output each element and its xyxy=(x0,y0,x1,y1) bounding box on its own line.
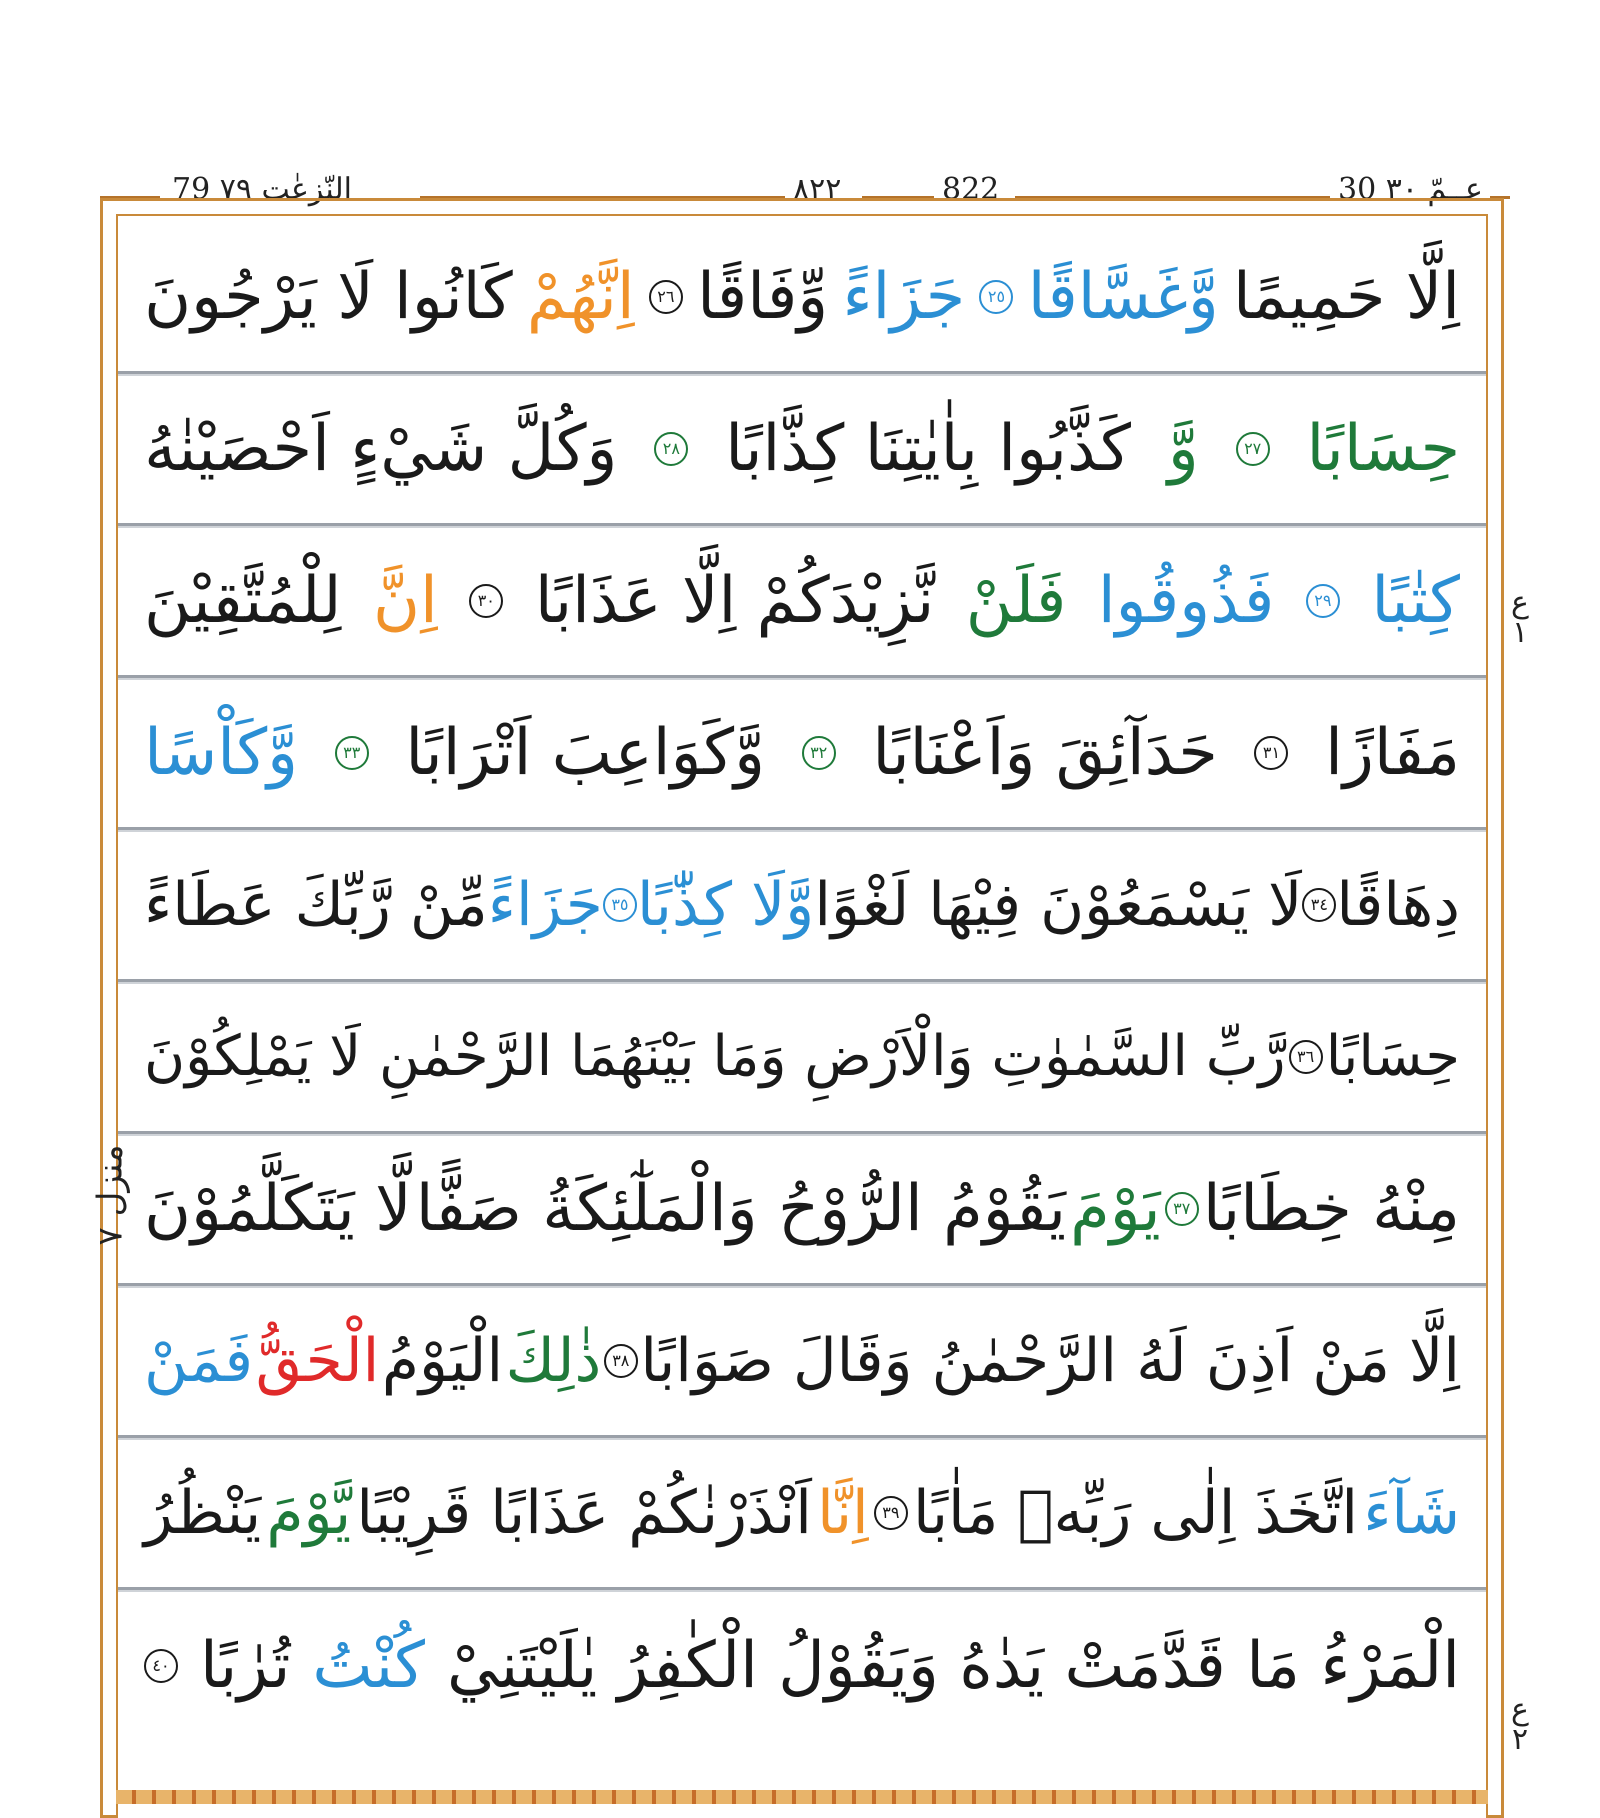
verse-text-segment: جَزَاءً xyxy=(487,869,603,940)
page-number: 822 xyxy=(942,172,1000,207)
ayah-number-marker: ٣٣ xyxy=(335,736,369,770)
verse-text-segment: حِسَابًا xyxy=(1306,411,1460,486)
verse-text-segment: يَوْمَ xyxy=(1070,1171,1161,1246)
ayah-number-marker: ٣٢ xyxy=(802,736,836,770)
juz-number: 30 xyxy=(1338,172,1377,207)
verse-text-segment: مِّنْ رَّبِّكَ عَطَاءً xyxy=(144,869,488,940)
verse-text-segment: لَّا يَتَكَلَّمُوْنَ xyxy=(144,1171,412,1246)
verse-text-segment: اَنْذَرْنٰكُمْ عَذَابًا قَرِيْبًا xyxy=(356,1477,812,1548)
text-line xyxy=(118,678,1486,830)
verse-text-segment: الْمَرْءُ مَا قَدَّمَتْ يَدٰهُ وَيَقُوْلُ الْكٰفِرُ يٰلَيْتَنِيْ xyxy=(446,1629,1460,1703)
ayah-number-marker: ٣٦ xyxy=(1289,1040,1323,1074)
ayah-number-marker: ٣٧ xyxy=(1165,1192,1199,1226)
verse-text-segment: كِتٰبًا xyxy=(1371,563,1460,638)
text-line xyxy=(118,1286,1486,1438)
text-line xyxy=(118,1438,1486,1590)
ayah-number-marker: ٣١ xyxy=(1254,736,1288,770)
verse-text-segment: اتَّخَذَ اِلٰى رَبِّهٖ مَاٰبًا xyxy=(913,1477,1359,1548)
verse-text-segment: رَّبِّ السَّمٰوٰتِ وَالْاَرْضِ وَمَا بَيْنَهُمَا الرَّحْمٰنِ لَا يَمْلِكُوْنَ xyxy=(144,1023,1286,1089)
verse-text-segment: يَنْظُرُ xyxy=(144,1477,262,1548)
text-line xyxy=(118,1590,1486,1742)
verse-text-segment: فَمَنْ xyxy=(144,1325,254,1396)
verse-text-segment: الْيَوْمُ xyxy=(381,1325,504,1396)
verse-text-segment: اِنَّهُمْ xyxy=(526,259,635,334)
verse-text-segment: شَآءَ xyxy=(1363,1477,1460,1548)
verse-text-segment: حَدَآئِقَ وَاَعْنَابًا xyxy=(872,715,1218,790)
verse-text-segment: كُنْتُ xyxy=(312,1629,425,1703)
text-line xyxy=(118,830,1486,982)
ayah-number-marker: ٣٥ xyxy=(603,888,637,922)
ayah-number-marker: ٣٠ xyxy=(469,584,503,618)
bottom-border-ornament xyxy=(116,1790,1488,1804)
ayah-number-marker: ٢٩ xyxy=(1306,584,1340,618)
verse-text-segment: مَفَازًا xyxy=(1325,715,1460,790)
verse-text-segment: كَذَّبُوا بِاٰيٰتِنَا كِذَّابًا xyxy=(725,411,1131,486)
verse-text-segment: وَّكَاْسًا xyxy=(144,715,299,790)
ruku-mark-1 xyxy=(1500,585,1540,650)
verse-text-segment: ذٰلِكَ xyxy=(505,1325,602,1396)
verse-text-segment: كَانُوا لَا يَرْجُونَ xyxy=(144,259,513,334)
verse-text-segment: اِنَّا xyxy=(817,1477,869,1548)
verse-text-segment: اِلَّا مَنْ اَذِنَ لَهُ الرَّحْمٰنُ وَقَالَ صَوَابًا xyxy=(640,1325,1460,1396)
verse-text-segment: فَلَنْ xyxy=(965,563,1067,638)
verse-text-segment: حِسَابًا xyxy=(1325,1023,1460,1089)
text-line xyxy=(118,526,1486,678)
ruku-mark-number: ١ xyxy=(1511,615,1529,650)
ruku-mark-letter: ع xyxy=(1511,1692,1529,1727)
ayah-number-marker: ٣٤ xyxy=(1302,888,1336,922)
juz-name: عــمّ ٣٠ xyxy=(1385,172,1483,207)
verse-text-segment: وَّكَوَاعِبَ اَتْرَابًا xyxy=(405,715,765,790)
ayah-number-marker: ٢٧ xyxy=(1236,432,1270,466)
text-line xyxy=(118,222,1486,374)
ayah-number-marker: ٢٥ xyxy=(979,280,1013,314)
verse-text-segment: لَا يَسْمَعُوْنَ فِيْهَا لَغْوًا xyxy=(814,869,1303,940)
verse-text-segment: اِنَّ xyxy=(372,563,438,638)
verse-text-segment: نَّزِيْدَكُمْ اِلَّا عَذَابًا xyxy=(534,563,935,638)
verse-text-segment: يَقُوْمُ الرُّوْحُ وَالْمَلٰٓئِكَةُ صَفًّا xyxy=(415,1171,1066,1246)
surah-number: 79 xyxy=(172,172,211,207)
ayah-number-marker: ٣٩ xyxy=(874,1496,908,1530)
ayah-number-marker: ٢٨ xyxy=(654,432,688,466)
quran-text-lines xyxy=(118,222,1486,1742)
ruku-mark-letter: ع xyxy=(1511,585,1529,620)
manzil-mark: منزل ٧ xyxy=(90,1144,131,1246)
verse-text-segment: وَّ xyxy=(1167,411,1199,486)
text-line xyxy=(118,374,1486,526)
page-number-urdu: ٨٢٢ xyxy=(793,172,842,207)
verse-text-segment: وَّلَا كِذّٰبًا xyxy=(636,869,815,940)
verse-text-segment: فَذُوقُوا xyxy=(1097,563,1275,638)
ruku-mark-number: ٢ xyxy=(1511,1722,1529,1757)
text-line xyxy=(118,1134,1486,1286)
verse-text-segment: تُرٰبًا xyxy=(199,1629,291,1703)
surah-name: النّزعٰت ٧٩ xyxy=(219,172,352,207)
verse-text-segment: اِلَّا حَمِيمًا xyxy=(1233,259,1460,334)
verse-text-segment: يَّوْمَ xyxy=(266,1477,352,1548)
verse-text-segment: مِنْهُ خِطَابًا xyxy=(1202,1171,1460,1246)
verse-text-segment: الْحَقُّ xyxy=(255,1325,380,1396)
verse-text-segment: دِهَاقًا xyxy=(1336,869,1460,940)
verse-text-segment: جَزَاءً xyxy=(842,259,966,334)
ayah-number-marker: ٣٨ xyxy=(604,1344,638,1378)
ayah-number-marker: ٢٦ xyxy=(649,280,683,314)
text-line xyxy=(118,982,1486,1134)
ruku-mark-2 xyxy=(1500,1692,1540,1757)
ayah-number-marker: ٤٠ xyxy=(144,1649,178,1683)
verse-text-segment: لِلْمُتَّقِيْنَ xyxy=(144,563,342,638)
verse-text-segment: وَكُلَّ شَيْءٍ اَحْصَيْنٰهُ xyxy=(144,411,618,486)
verse-text-segment: وَّغَسَّاقًا xyxy=(1027,259,1219,334)
verse-text-segment: وِّفَاقًا xyxy=(697,259,829,334)
